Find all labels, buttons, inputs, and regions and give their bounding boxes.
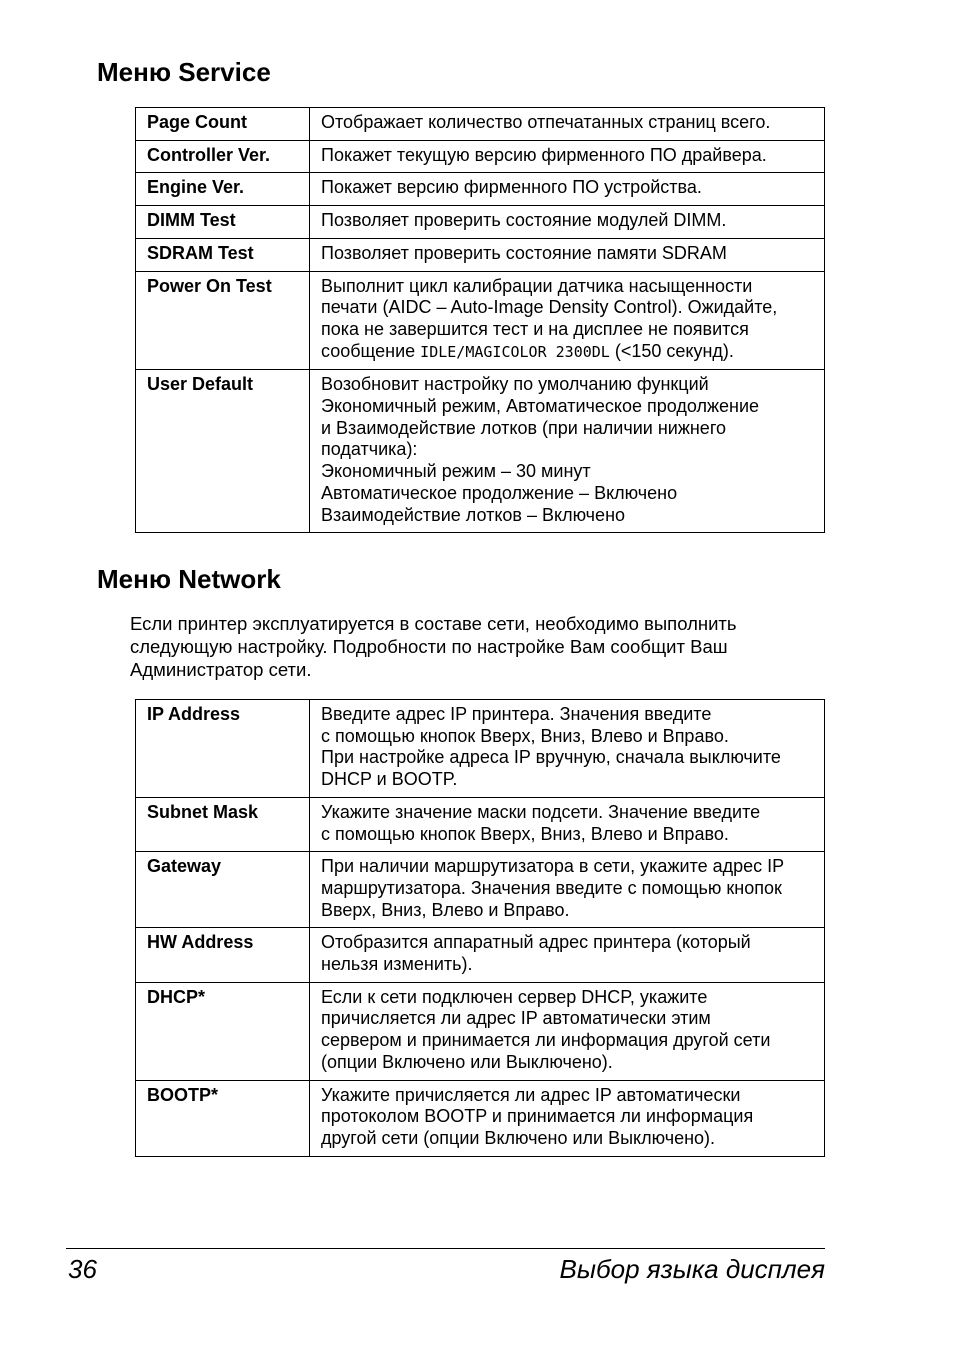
description-line: Если к сети подключен сервер DHCP, укажите — [321, 986, 708, 1007]
row-description — [310, 852, 825, 928]
chapter-title: Выбор языка дисплея — [559, 1254, 825, 1284]
description-line: Отобразится аппаратный адрес принтера (который — [321, 932, 751, 953]
table-row — [136, 238, 825, 271]
message-prefix: сообщение — [321, 340, 421, 361]
description-line: Взаимодействие лотков – Включено — [321, 504, 626, 525]
description-line: Позволяет проверить состояние модулей DIMM. — [321, 210, 727, 231]
row-key: HW Address — [136, 928, 310, 982]
table-row — [136, 797, 825, 851]
service-menu-table — [135, 107, 825, 533]
description-line: Покажет текущую версию фирменного ПО драйвера. — [321, 144, 767, 165]
description-line: нельзя изменить). — [321, 954, 473, 975]
network-menu-title: Меню Network — [97, 564, 281, 594]
table-row — [136, 700, 825, 798]
description-line: сервером и принимается ли информация другой сети — [321, 1030, 771, 1051]
footer-divider — [66, 1248, 825, 1249]
description-line: DHCP и BOOTP. — [321, 769, 458, 790]
row-description — [310, 928, 825, 982]
description-line — [321, 341, 818, 364]
row-key: IP Address — [136, 700, 310, 798]
row-key: BOOTP* — [136, 1080, 310, 1156]
description-line: При настройке адреса IP вручную, сначала выключите — [321, 747, 781, 768]
description-line: печати (AIDC – Auto-Image Density Control). Ожидайте, — [321, 297, 778, 318]
description-line: Вверх, Вниз, Влево и Вправо. — [321, 899, 570, 920]
row-description — [310, 206, 825, 239]
description-line: и Взаимодействие лотков (при наличии нижнего — [321, 417, 726, 438]
table-row — [136, 1080, 825, 1156]
table-row — [136, 370, 825, 533]
row-key: SDRAM Test — [136, 238, 310, 271]
message-suffix: (<150 секунд). — [609, 340, 734, 361]
description-line: Позволяет проверить состояние памяти SDRAM — [321, 242, 727, 263]
row-description — [310, 238, 825, 271]
table-row — [136, 982, 825, 1080]
table-row — [136, 271, 825, 370]
description-line: При наличии маршрутизатора в сети, укажите адрес IP — [321, 856, 785, 877]
description-line: пока не завершится тест и на дисплее не появится — [321, 318, 749, 339]
row-description — [310, 1080, 825, 1156]
row-description — [310, 982, 825, 1080]
description-line: Экономичный режим – 30 минут — [321, 461, 591, 482]
row-description — [310, 271, 825, 370]
description-line: (опции Включено или Выключено). — [321, 1051, 613, 1072]
row-description — [310, 108, 825, 141]
row-key: User Default — [136, 370, 310, 533]
description-line: Покажет версию фирменного ПО устройства. — [321, 177, 702, 198]
table-row — [136, 206, 825, 239]
description-line: Возобновит настройку по умолчанию функций — [321, 374, 709, 395]
description-line: Укажите причисляется ли адрес IP автоматически — [321, 1084, 741, 1105]
description-line: протоколом BOOTP и принимается ли информация — [321, 1106, 754, 1127]
description-line: Введите адрес IP принтера. Значения введите — [321, 704, 712, 724]
row-key: DHCP* — [136, 982, 310, 1080]
intro-line: Если принтер эксплуатируется в составе сети, необходимо выполнить — [130, 613, 737, 634]
row-description — [310, 700, 825, 798]
description-line: другой сети (опции Включено или Выключено). — [321, 1127, 716, 1148]
row-key: DIMM Test — [136, 206, 310, 239]
description-line: с помощью кнопок Вверх, Вниз, Влево и Вправо. — [321, 725, 729, 746]
description-line: Выполнит цикл калибрации датчика насыщенности — [321, 275, 753, 296]
row-key: Gateway — [136, 852, 310, 928]
row-key: Power On Test — [136, 271, 310, 370]
description-line: Укажите значение маски подсети. Значение введите — [321, 801, 761, 822]
description-line: с помощью кнопок Вверх, Вниз, Влево и Вправо. — [321, 823, 729, 844]
description-line: Отображает количество отпечатанных страниц всего. — [321, 112, 771, 132]
display-message-code: IDLE/MAGICOLOR 2300DL — [420, 342, 610, 361]
description-line: податчика): — [321, 439, 418, 460]
service-menu-title: Меню Service — [97, 57, 271, 87]
network-intro-paragraph — [130, 612, 830, 681]
description-line: Автоматическое продолжение – Включено — [321, 482, 678, 503]
row-description — [310, 370, 825, 533]
description-line: причисляется ли адрес IP автоматически этим — [321, 1008, 711, 1029]
table-row — [136, 928, 825, 982]
row-description — [310, 173, 825, 206]
intro-line: Администратор сети. — [130, 659, 312, 680]
description-line: Экономичный режим, Автоматическое продолжение — [321, 396, 760, 417]
intro-line: следующую настройку. Подробности по настройке Вам сообщит Ваш — [130, 636, 728, 657]
table-row — [136, 173, 825, 206]
table-row — [136, 852, 825, 928]
table-row — [136, 140, 825, 173]
row-key: Subnet Mask — [136, 797, 310, 851]
table-row — [136, 108, 825, 141]
row-description — [310, 797, 825, 851]
row-key: Engine Ver. — [136, 173, 310, 206]
description-line: маршрутизатора. Значения введите с помощью кнопок — [321, 877, 782, 898]
network-menu-table — [135, 699, 825, 1157]
row-key: Controller Ver. — [136, 140, 310, 173]
row-description — [310, 140, 825, 173]
row-key: Page Count — [136, 108, 310, 141]
page-number: 36 — [68, 1254, 97, 1284]
